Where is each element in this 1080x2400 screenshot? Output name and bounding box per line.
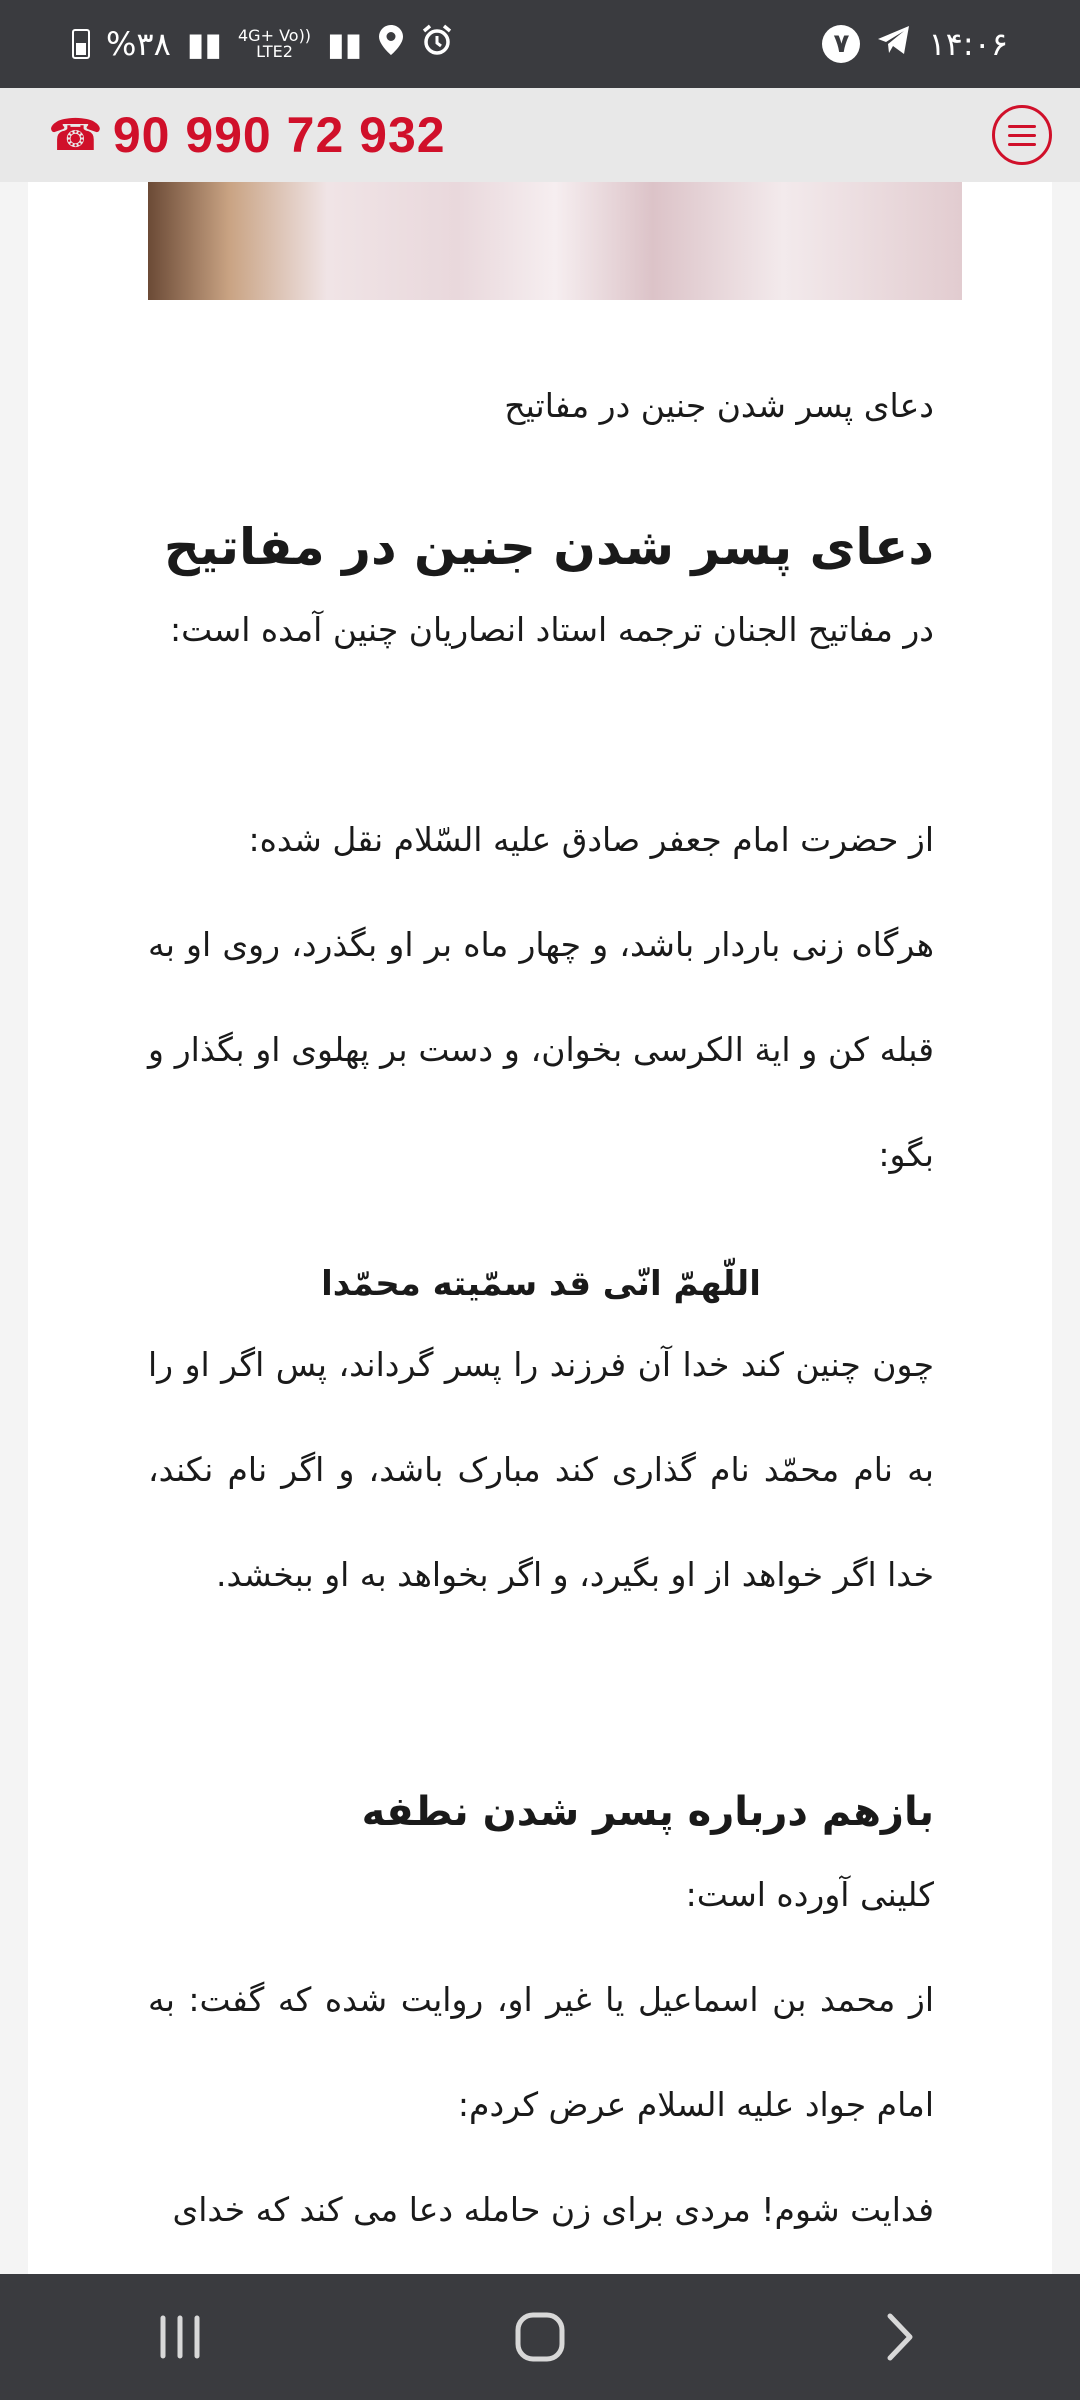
- article-paragraph: فدایت شوم! مردی برای زن حامله دعا می کند که خدای: [172, 2190, 934, 2229]
- hamburger-icon-line: [1008, 125, 1036, 128]
- clock-time: ۱۴:۰۶: [928, 25, 1008, 63]
- section-subheading: بازهم درباره پسر شدن نطفه: [361, 1789, 934, 1835]
- article-paragraph: در مفاتیح الجنان ترجمه استاد انصاریان چنین آمده است:: [170, 610, 934, 649]
- location-icon: [378, 24, 404, 64]
- article-image: [148, 182, 962, 300]
- status-bar: [0, 0, 1080, 88]
- system-nav-bar: [0, 2274, 1080, 2400]
- hamburger-icon-line: [1008, 143, 1036, 146]
- hamburger-icon-line: [1008, 134, 1036, 137]
- phone-number: 90 990 72 932: [112, 107, 446, 163]
- menu-button[interactable]: [992, 105, 1052, 165]
- phone-link[interactable]: [48, 106, 446, 164]
- article-paragraph: هرگاه زنی باردار باشد، و چهار ماه بر او بگذرد، روی او به قبله کن و ایة الکرسی بخوان، و دست بر پهلوی او بگذار و بگو:: [148, 925, 934, 1174]
- home-icon: [513, 2310, 567, 2364]
- home-button[interactable]: [480, 2297, 600, 2377]
- article-paragraph: از حضرت امام جعفر صادق علیه السّلام نقل شده:: [248, 820, 934, 859]
- status-left: [72, 23, 454, 65]
- article-paragraph: چون چنین کند خدا آن فرزند را پسر گرداند، پس اگر او را به نام محمّد نام گذاری کند مبارک باشد، و اگر نام نکند، خدا اگر خواهد از او بگیرد، و اگر بخواهد به او ببخشد.: [148, 1345, 934, 1594]
- battery-level: %۳۸: [106, 25, 171, 63]
- back-icon: [882, 2311, 918, 2363]
- battery-icon: [72, 29, 90, 59]
- back-button[interactable]: [840, 2297, 960, 2377]
- article-container: [28, 182, 1052, 2274]
- recent-apps-icon: [155, 2314, 205, 2360]
- alarm-icon: [420, 23, 454, 65]
- network-type: 4G+ Vo)) LTE2: [238, 26, 312, 61]
- article-paragraph: کلینی آورده است:: [685, 1875, 934, 1914]
- article-paragraph: از محمد بن اسماعیل یا غیر او، روایت شده که گفت: به امام جواد علیه السلام عرض کردم:: [148, 1980, 934, 2124]
- status-right: [822, 24, 1008, 64]
- signal-icon: ▮▮: [186, 25, 222, 63]
- site-header: [0, 88, 1080, 182]
- article-heading: دعای پسر شدن جنین در مفاتیح: [163, 518, 934, 576]
- dua-text: اللّهمّ انّی قد سمّیته محمّدا: [321, 1264, 761, 1304]
- telegram-icon: [876, 24, 912, 64]
- notification-badge: ۷: [822, 25, 860, 63]
- image-caption: دعای پسر شدن جنین در مفاتیح: [504, 386, 934, 425]
- recent-apps-button[interactable]: [120, 2297, 240, 2377]
- signal-icon-2: ▮▮: [327, 25, 363, 63]
- phone-icon: ☎: [48, 109, 103, 161]
